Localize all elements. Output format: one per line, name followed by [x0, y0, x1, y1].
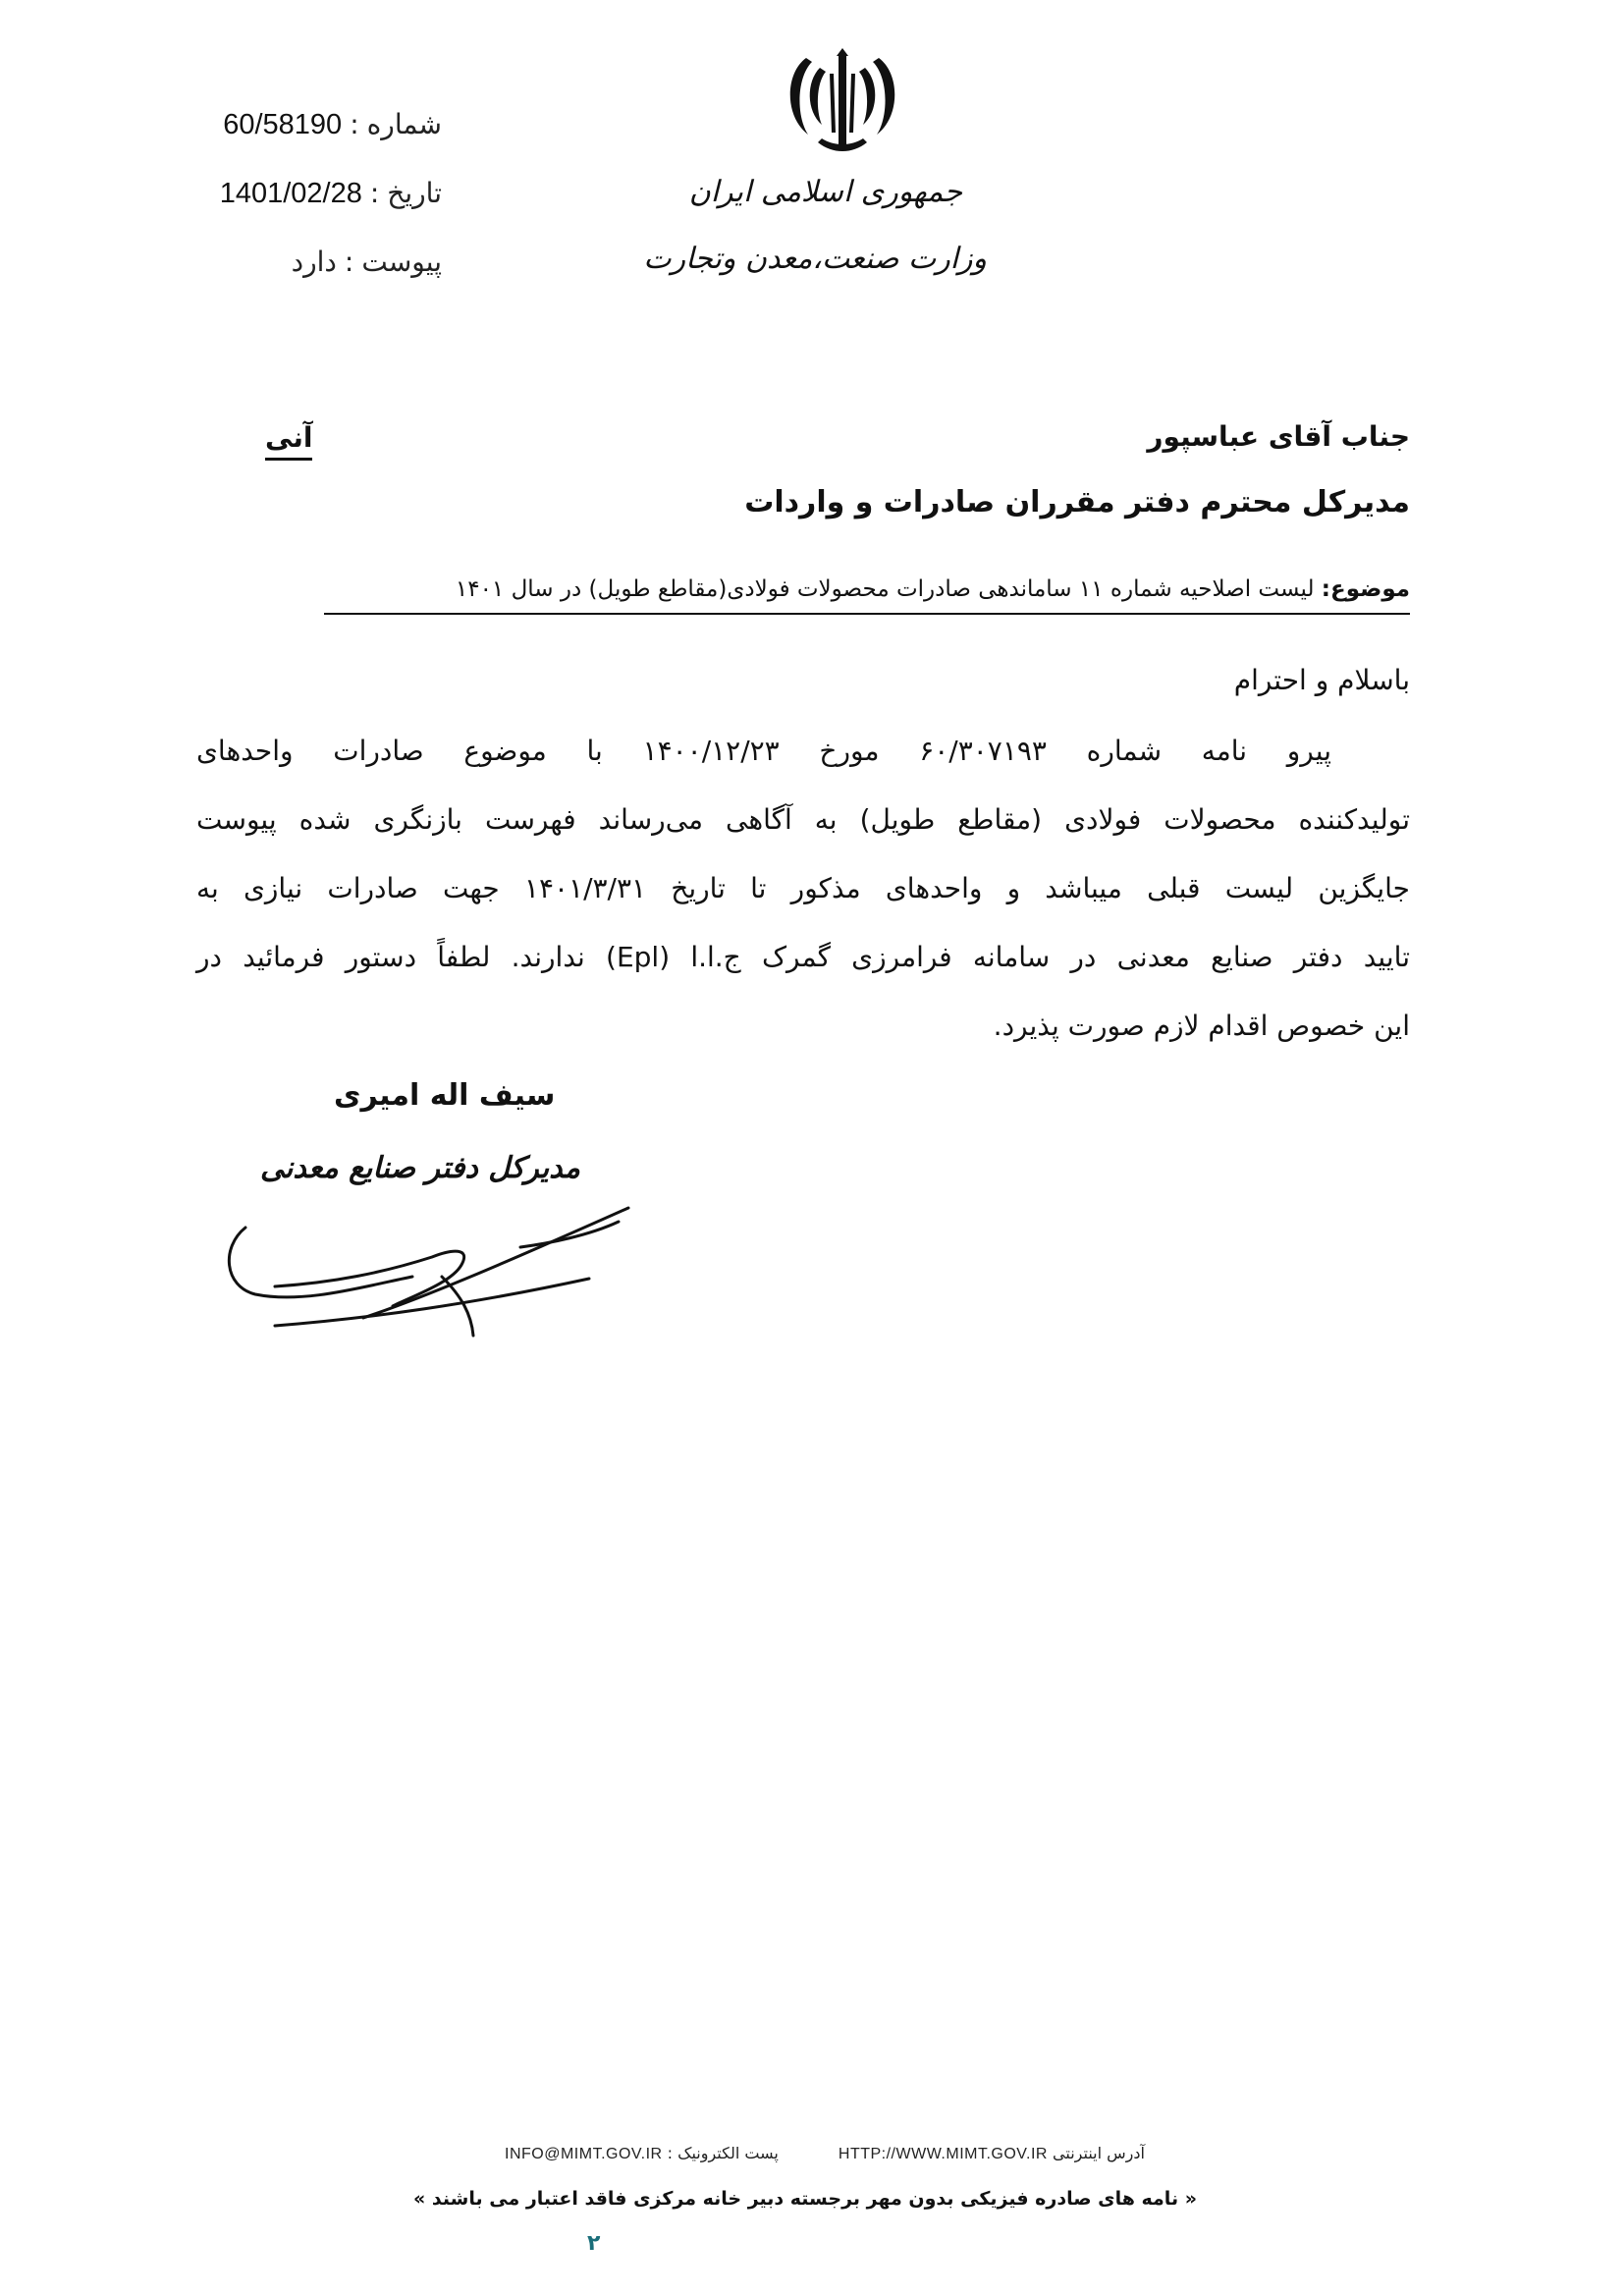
- letter-number-value: 60/58190: [223, 108, 343, 140]
- letter-number-separator: :: [350, 108, 359, 141]
- email-label: پست الکترونیک :: [667, 2144, 779, 2162]
- recipient-title: مدیرکل محترم دفتر مقرران صادرات و واردات: [744, 485, 1410, 519]
- letter-number-row: [147, 90, 442, 159]
- letter-subject: [324, 574, 1410, 615]
- letter-attachment-separator: :: [344, 246, 354, 279]
- website-link[interactable]: HTTP://WWW.MIMT.GOV.IR: [838, 2146, 1048, 2162]
- ministry-name: وزارت صنعت،معدن وتجارت: [643, 242, 987, 276]
- body-line: پیرو نامه شماره ۶۰/۳۰۷۱۹۳ مورخ ۱۴۰۰/۱۲/۲۳ با موضوع صادرات واحدهای: [196, 735, 1331, 767]
- letter-date-separator: :: [369, 177, 380, 210]
- urgency-badge: آنی: [265, 420, 312, 461]
- handwritten-signature: [216, 1188, 687, 1345]
- greeting: باسلام و احترام: [1233, 664, 1410, 696]
- website-contact: [839, 2144, 1145, 2163]
- letter-meta: [147, 90, 442, 297]
- signer-title: مدیرکل دفتر صنایع معدنی: [260, 1151, 580, 1185]
- email-contact: [505, 2144, 779, 2163]
- signer-name: سیف اله امیری: [334, 1078, 556, 1113]
- body-line: تولیدکننده محصولات فولادی (مقاطع طویل) به آگاهی می‌رساند فهرست بازنگری شده پیوست: [196, 803, 1410, 836]
- body-line: جایگزین لیست قبلی میباشد و واحدهای مذکور تا تاریخ ۱۴۰۱/۳/۳۱ جهت صادرات نیازی به: [196, 872, 1410, 904]
- letter-attachment-row: [147, 228, 442, 297]
- letter-number-label: شماره: [366, 108, 442, 141]
- recipient-name: جناب آقای عباسپور: [1147, 420, 1410, 453]
- subject-label: موضوع:: [1321, 576, 1410, 602]
- subject-text: لیست اصلاحیه شماره ۱۱ ساماندهی صادرات محصولات فولادی(مقاطع طویل) در سال ۱۴۰۱: [455, 576, 1315, 602]
- letter-date-value: 1401/02/28: [219, 177, 362, 209]
- letter-attachment-label: پیوست: [361, 246, 442, 279]
- letter-date-row: [147, 159, 442, 228]
- iran-emblem-icon: [779, 44, 906, 162]
- letter-body: [196, 717, 1410, 1061]
- email-link[interactable]: INFO@MIMT.GOV.IR: [505, 2146, 663, 2162]
- letter-date-label: تاریخ: [387, 177, 442, 210]
- website-label: آدرس اینترنتی: [1053, 2144, 1145, 2162]
- republic-name: جمهوری اسلامی ایران: [688, 175, 962, 209]
- body-line: این خصوص اقدام لازم صورت پذیرد.: [993, 1010, 1410, 1042]
- footer-contacts: [432, 2144, 1218, 2163]
- footer-notice: « نامه های صادره فیزیکی بدون مهر برجسته دبیر خانه مرکزی فاقد اعتبار می باشند »: [413, 2188, 1197, 2210]
- letter-attachment-value: دارد: [291, 246, 337, 279]
- page-number: ۲: [587, 2231, 601, 2256]
- body-line: تایید دفتر صنایع معدنی در سامانه فرامرزی گمرک ج.ا.ا (Epl) ندارند. لطفاً دستور فرمائید در: [196, 941, 1410, 973]
